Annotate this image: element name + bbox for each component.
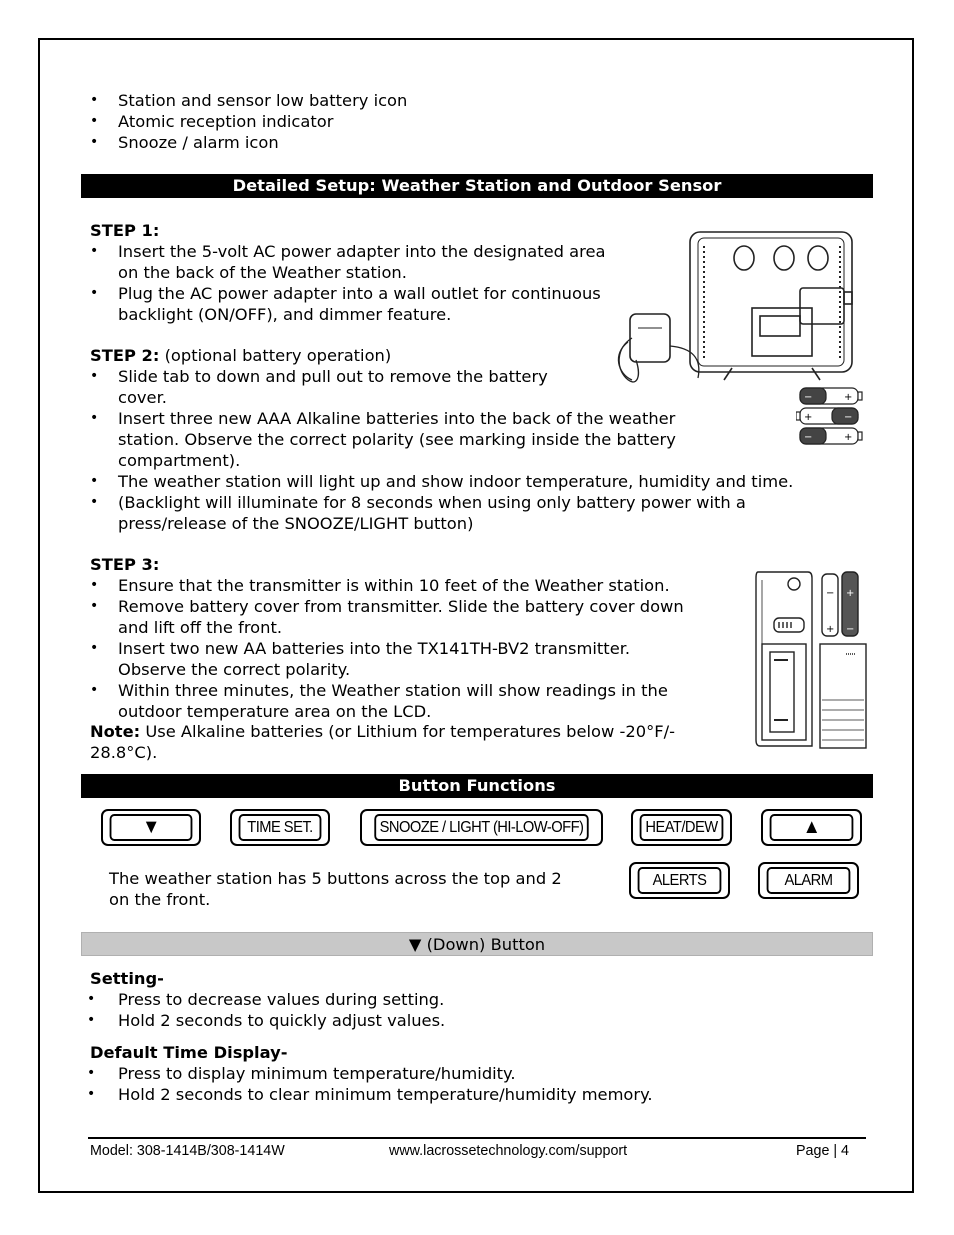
section-header-down-button: ▼ (Down) Button <box>81 932 873 956</box>
battery-plus-sign: + <box>826 624 835 635</box>
step2-bullet-1-line2: cover. <box>118 388 167 407</box>
aaa-batteries-illustration <box>796 386 866 448</box>
step2-heading-note: (optional battery operation) <box>159 346 392 365</box>
up-button[interactable] <box>761 809 862 846</box>
bullet-marker: • <box>87 1012 96 1028</box>
step3-heading: STEP 3: <box>90 555 160 574</box>
time-set-button[interactable] <box>230 809 330 846</box>
bullet-marker: • <box>90 494 99 510</box>
bullet-marker: • <box>90 682 99 698</box>
bullet-marker: • <box>90 113 99 129</box>
bullet-marker: • <box>87 991 96 1007</box>
footer-rule <box>88 1137 866 1139</box>
step2-bullet-1-line1: Slide tab to down and pull out to remove the battery <box>118 367 548 386</box>
bullet-marker: • <box>90 368 99 384</box>
step3-bullet-2-line1: Remove battery cover from transmitter. Slide the battery cover down <box>118 597 684 616</box>
bullet-marker: • <box>90 473 99 489</box>
battery-minus-sign: − <box>844 412 853 423</box>
step2-bullet-2-line1: Insert three new AAA Alkaline batteries into the back of the weather <box>118 409 676 428</box>
setting-heading: Setting- <box>90 969 164 988</box>
step2-heading-line <box>90 345 391 366</box>
step2-bullet-4-line1: (Backlight will illuminate for 8 seconds when using only battery power with a <box>118 493 746 512</box>
step1-heading: STEP 1: <box>90 221 160 240</box>
bullet-marker: • <box>90 598 99 614</box>
battery-minus-sign: − <box>804 432 813 443</box>
bullet-marker: • <box>87 1086 96 1102</box>
battery-plus-sign: + <box>804 412 813 423</box>
battery-plus-sign: + <box>846 588 855 599</box>
step3-note-line2: 28.8°C). <box>90 743 158 762</box>
step2-heading: STEP 2: <box>90 346 160 365</box>
step3-bullet-1-line1: Ensure that the transmitter is within 10 feet of the Weather station. <box>118 576 670 595</box>
step3-bullet-4-line2: outdoor temperature area on the LCD. <box>118 702 432 721</box>
alerts-button[interactable] <box>629 862 730 899</box>
bullet-marker: • <box>90 285 99 301</box>
footer-page-number: Page | 4 <box>796 1143 849 1159</box>
step1-bullet-1-line2: on the back of the Weather station. <box>118 263 407 282</box>
bullet-marker: • <box>90 134 99 150</box>
heat-dew-label: HEAT/DEW <box>640 814 724 841</box>
battery-minus-sign: − <box>804 392 813 403</box>
down-button[interactable] <box>101 809 201 846</box>
section-header-buttons: Button Functions <box>81 774 873 798</box>
default-display-item-1: Press to display minimum temperature/humidity. <box>118 1064 516 1083</box>
buttons-description-line1: The weather station has 5 buttons across the top and 2 <box>109 869 562 888</box>
step3-bullet-2-line2: and lift off the front. <box>118 618 283 637</box>
intro-bullet-1: Station and sensor low battery icon <box>118 91 408 110</box>
transmitter-illustration <box>752 570 870 750</box>
step3-bullet-3-line2: Observe the correct polarity. <box>118 660 351 679</box>
alerts-label: ALERTS <box>638 867 722 894</box>
buttons-description-line2: on the front. <box>109 890 211 909</box>
snooze-light-button[interactable] <box>360 809 603 846</box>
time-set-label: TIME SET. <box>239 814 322 841</box>
heat-dew-button[interactable] <box>631 809 732 846</box>
down-arrow-icon: ▼ <box>110 814 193 841</box>
bullet-marker: • <box>90 577 99 593</box>
step3-bullet-4-line1: Within three minutes, the Weather station will show readings in the <box>118 681 668 700</box>
step2-bullet-4-line2: press/release of the SNOOZE/LIGHT button) <box>118 514 474 533</box>
up-arrow-icon: ▲ <box>770 814 854 841</box>
step2-bullet-2-line2: station. Observe the correct polarity (see marking inside the battery <box>118 430 676 449</box>
setting-item-2: Hold 2 seconds to quickly adjust values. <box>118 1011 446 1030</box>
bullet-marker: • <box>90 410 99 426</box>
step2-bullet-2-line3: compartment). <box>118 451 241 470</box>
setting-item-1: Press to decrease values during setting. <box>118 990 445 1009</box>
battery-plus-sign: + <box>844 392 853 403</box>
step2-bullet-3-line1: The weather station will light up and show indoor temperature, humidity and time. <box>118 472 794 491</box>
bullet-marker: • <box>90 640 99 656</box>
step3-note-label: Note: <box>90 722 141 741</box>
alarm-button[interactable] <box>758 862 859 899</box>
bullet-marker: • <box>87 1065 96 1081</box>
step3-note-line1 <box>90 721 675 742</box>
footer-url[interactable]: www.lacrossetechnology.com/support <box>389 1143 628 1159</box>
alarm-label: ALARM <box>767 867 851 894</box>
footer-model: Model: 308-1414B/308-1414W <box>90 1143 285 1159</box>
intro-bullet-2: Atomic reception indicator <box>118 112 334 131</box>
default-display-item-2: Hold 2 seconds to clear minimum temperature/humidity memory. <box>118 1085 653 1104</box>
intro-bullet-3: Snooze / alarm icon <box>118 133 279 152</box>
bullet-marker: • <box>90 92 99 108</box>
step3-note-text: Use Alkaline batteries (or Lithium for temperatures below -20°F/- <box>140 722 675 741</box>
battery-minus-sign: − <box>846 624 855 635</box>
step1-bullet-1-line1: Insert the 5-volt AC power adapter into the designated area <box>118 242 606 261</box>
step3-bullet-3-line1: Insert two new AA batteries into the TX141TH-BV2 transmitter. <box>118 639 631 658</box>
step1-bullet-2-line1: Plug the AC power adapter into a wall outlet for continuous <box>118 284 601 303</box>
battery-plus-sign: + <box>844 432 853 443</box>
step1-bullet-2-line2: backlight (ON/OFF), and dimmer feature. <box>118 305 452 324</box>
default-display-heading: Default Time Display- <box>90 1043 288 1062</box>
section-header-setup: Detailed Setup: Weather Station and Outdoor Sensor <box>81 174 873 198</box>
snooze-light-label: SNOOZE / LIGHT (HI-LOW-OFF) <box>374 814 588 841</box>
bullet-marker: • <box>90 243 99 259</box>
station-adapter-illustration <box>612 228 862 386</box>
battery-minus-sign: − <box>826 588 835 599</box>
